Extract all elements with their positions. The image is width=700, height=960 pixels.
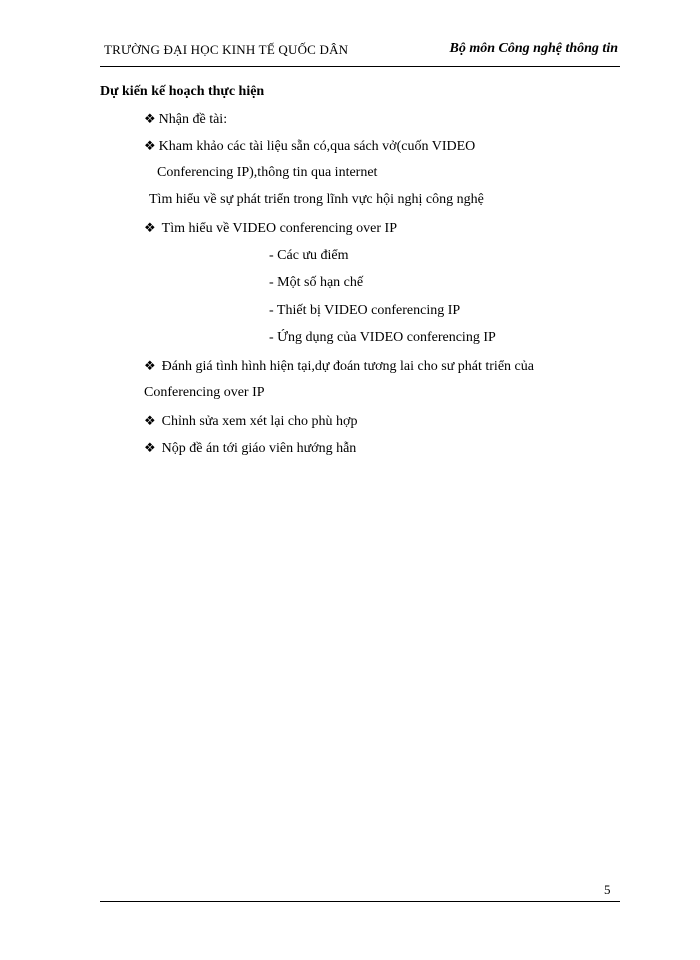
list-item-text: Kham khảo các tài liệu sẵn có,qua sách vở(cuốn VIDEO (158, 139, 476, 154)
diamond-bullet-icon: ❖ (144, 413, 156, 428)
page-header-right: Bộ môn Công nghệ thông tin (449, 41, 618, 56)
list-item (144, 110, 227, 129)
sub-item: - Một số hạn chế (269, 275, 364, 290)
list-item-text: Nộp đề án tới giáo viên hướng hẫn (161, 441, 357, 456)
list-item-text: Chỉnh sửa xem xét lại cho phù hợp (161, 414, 358, 429)
list-item (144, 439, 356, 458)
sub-item: - Các ưu điểm (269, 248, 349, 263)
page-number: 5 (604, 882, 611, 897)
list-item (144, 219, 397, 238)
list-item (144, 412, 357, 431)
list-item-continuation: Conferencing over IP (144, 385, 265, 400)
diamond-bullet-icon: ❖ (144, 440, 156, 455)
list-item (144, 357, 534, 376)
header-divider (100, 66, 620, 67)
page-header-left: TRƯỜNG ĐẠI HỌC KINH TẾ QUỐC DÂN (104, 42, 349, 57)
list-item (144, 137, 475, 156)
list-item-text: Nhận đề tài: (158, 112, 228, 127)
diamond-bullet-icon: ❖ (144, 111, 156, 126)
list-item-continuation: Conferencing IP),thông tin qua internet (157, 165, 378, 180)
list-item-text: Tìm hiểu về VIDEO conferencing over IP (161, 221, 397, 236)
sub-item: - Thiết bị VIDEO conferencing IP (269, 303, 461, 318)
section-heading: Dự kiến kế hoạch thực hiện (100, 84, 265, 99)
text-line: Tìm hiểu về sự phát triển trong lĩnh vực hội nghị công nghệ (149, 192, 484, 207)
diamond-bullet-icon: ❖ (144, 358, 156, 373)
sub-item: - Ứng dụng của VIDEO conferencing IP (269, 330, 496, 345)
footer-divider (100, 901, 620, 902)
list-item-text: Đánh giá tình hình hiện tại,dự đoán tương lai cho sư phát triển của (161, 359, 534, 374)
diamond-bullet-icon: ❖ (144, 220, 156, 235)
diamond-bullet-icon: ❖ (144, 138, 156, 153)
